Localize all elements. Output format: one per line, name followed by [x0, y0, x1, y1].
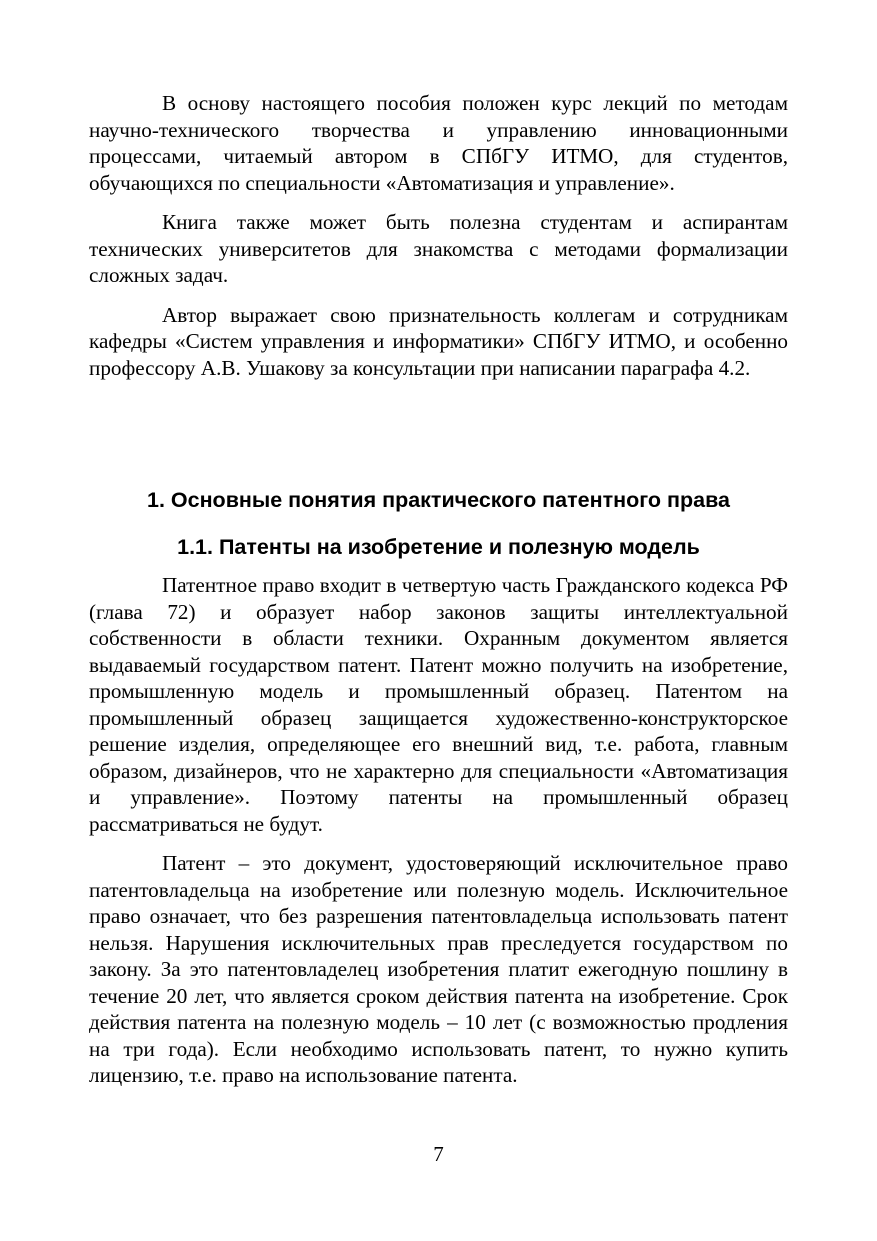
subsection-heading: 1.1. Патенты на изобретение и полезную модель	[177, 535, 700, 559]
section-paragraph-2: Патент – это документ, удостоверяющий исключительное право патентовладельца на изобретение или полезную модель. Исключительное право означает, что без разрешения патентовладельца использовать патент нельзя. Нарушения исключительных прав преследуется государством по закону. За это патентовладелец изобретения платит ежегодную пошлину в течение 20 лет, что является сроком действия патента на изобретение. Срок действия патента на полезную модель – 10 лет (с возможностью продления на три года). Если необходимо использовать патент, то нужно купить лицензию, т.е. право на использование патента.	[89, 851, 788, 1087]
section-paragraph-1: Патентное право входит в четвертую часть Гражданского кодекса РФ (глава 72) и образует набор законов защиты интеллектуальной собственности в области техники. Охранным документом является выдаваемый государством патент. Патент можно получить на изобретение, промышленную модель и промышленный образец. Патентом на промышленный образец защищается художественно-конструкторское решение изделия, определяющее его внешний вид, т.е. работа, главным образом, дизайнеров, что не характерно для специальности «Автоматизация и управление». Поэтому патенты на промышленный образец рассматриваться не будут.	[89, 573, 788, 836]
intro-text	[89, 90, 788, 381]
intro-paragraph-2: Книга также может быть полезна студентам и аспирантам технических университетов для знакомства с методами формализации сложных задач.	[89, 210, 788, 287]
intro-paragraph-3: Автор выражает свою признательность коллегам и сотрудникам кафедры «Систем управления и информатики» СПбГУ ИТМО, и особенно профессору А.В. Ушакову за консультации при написании параграфа 4.2.	[89, 302, 788, 380]
page-number: 7	[433, 1142, 444, 1166]
section-body	[89, 572, 788, 1089]
section-heading: 1. Основные понятия практического патентного права	[146, 488, 730, 512]
intro-paragraph-1: В основу настоящего пособия положен курс лекций по методам научно-технического творчества и управлению инновационными процессами, читаемый автором в СПбГУ ИТМО, для студентов, обучающихся по специальности «Автоматизация и управление».	[89, 91, 788, 195]
